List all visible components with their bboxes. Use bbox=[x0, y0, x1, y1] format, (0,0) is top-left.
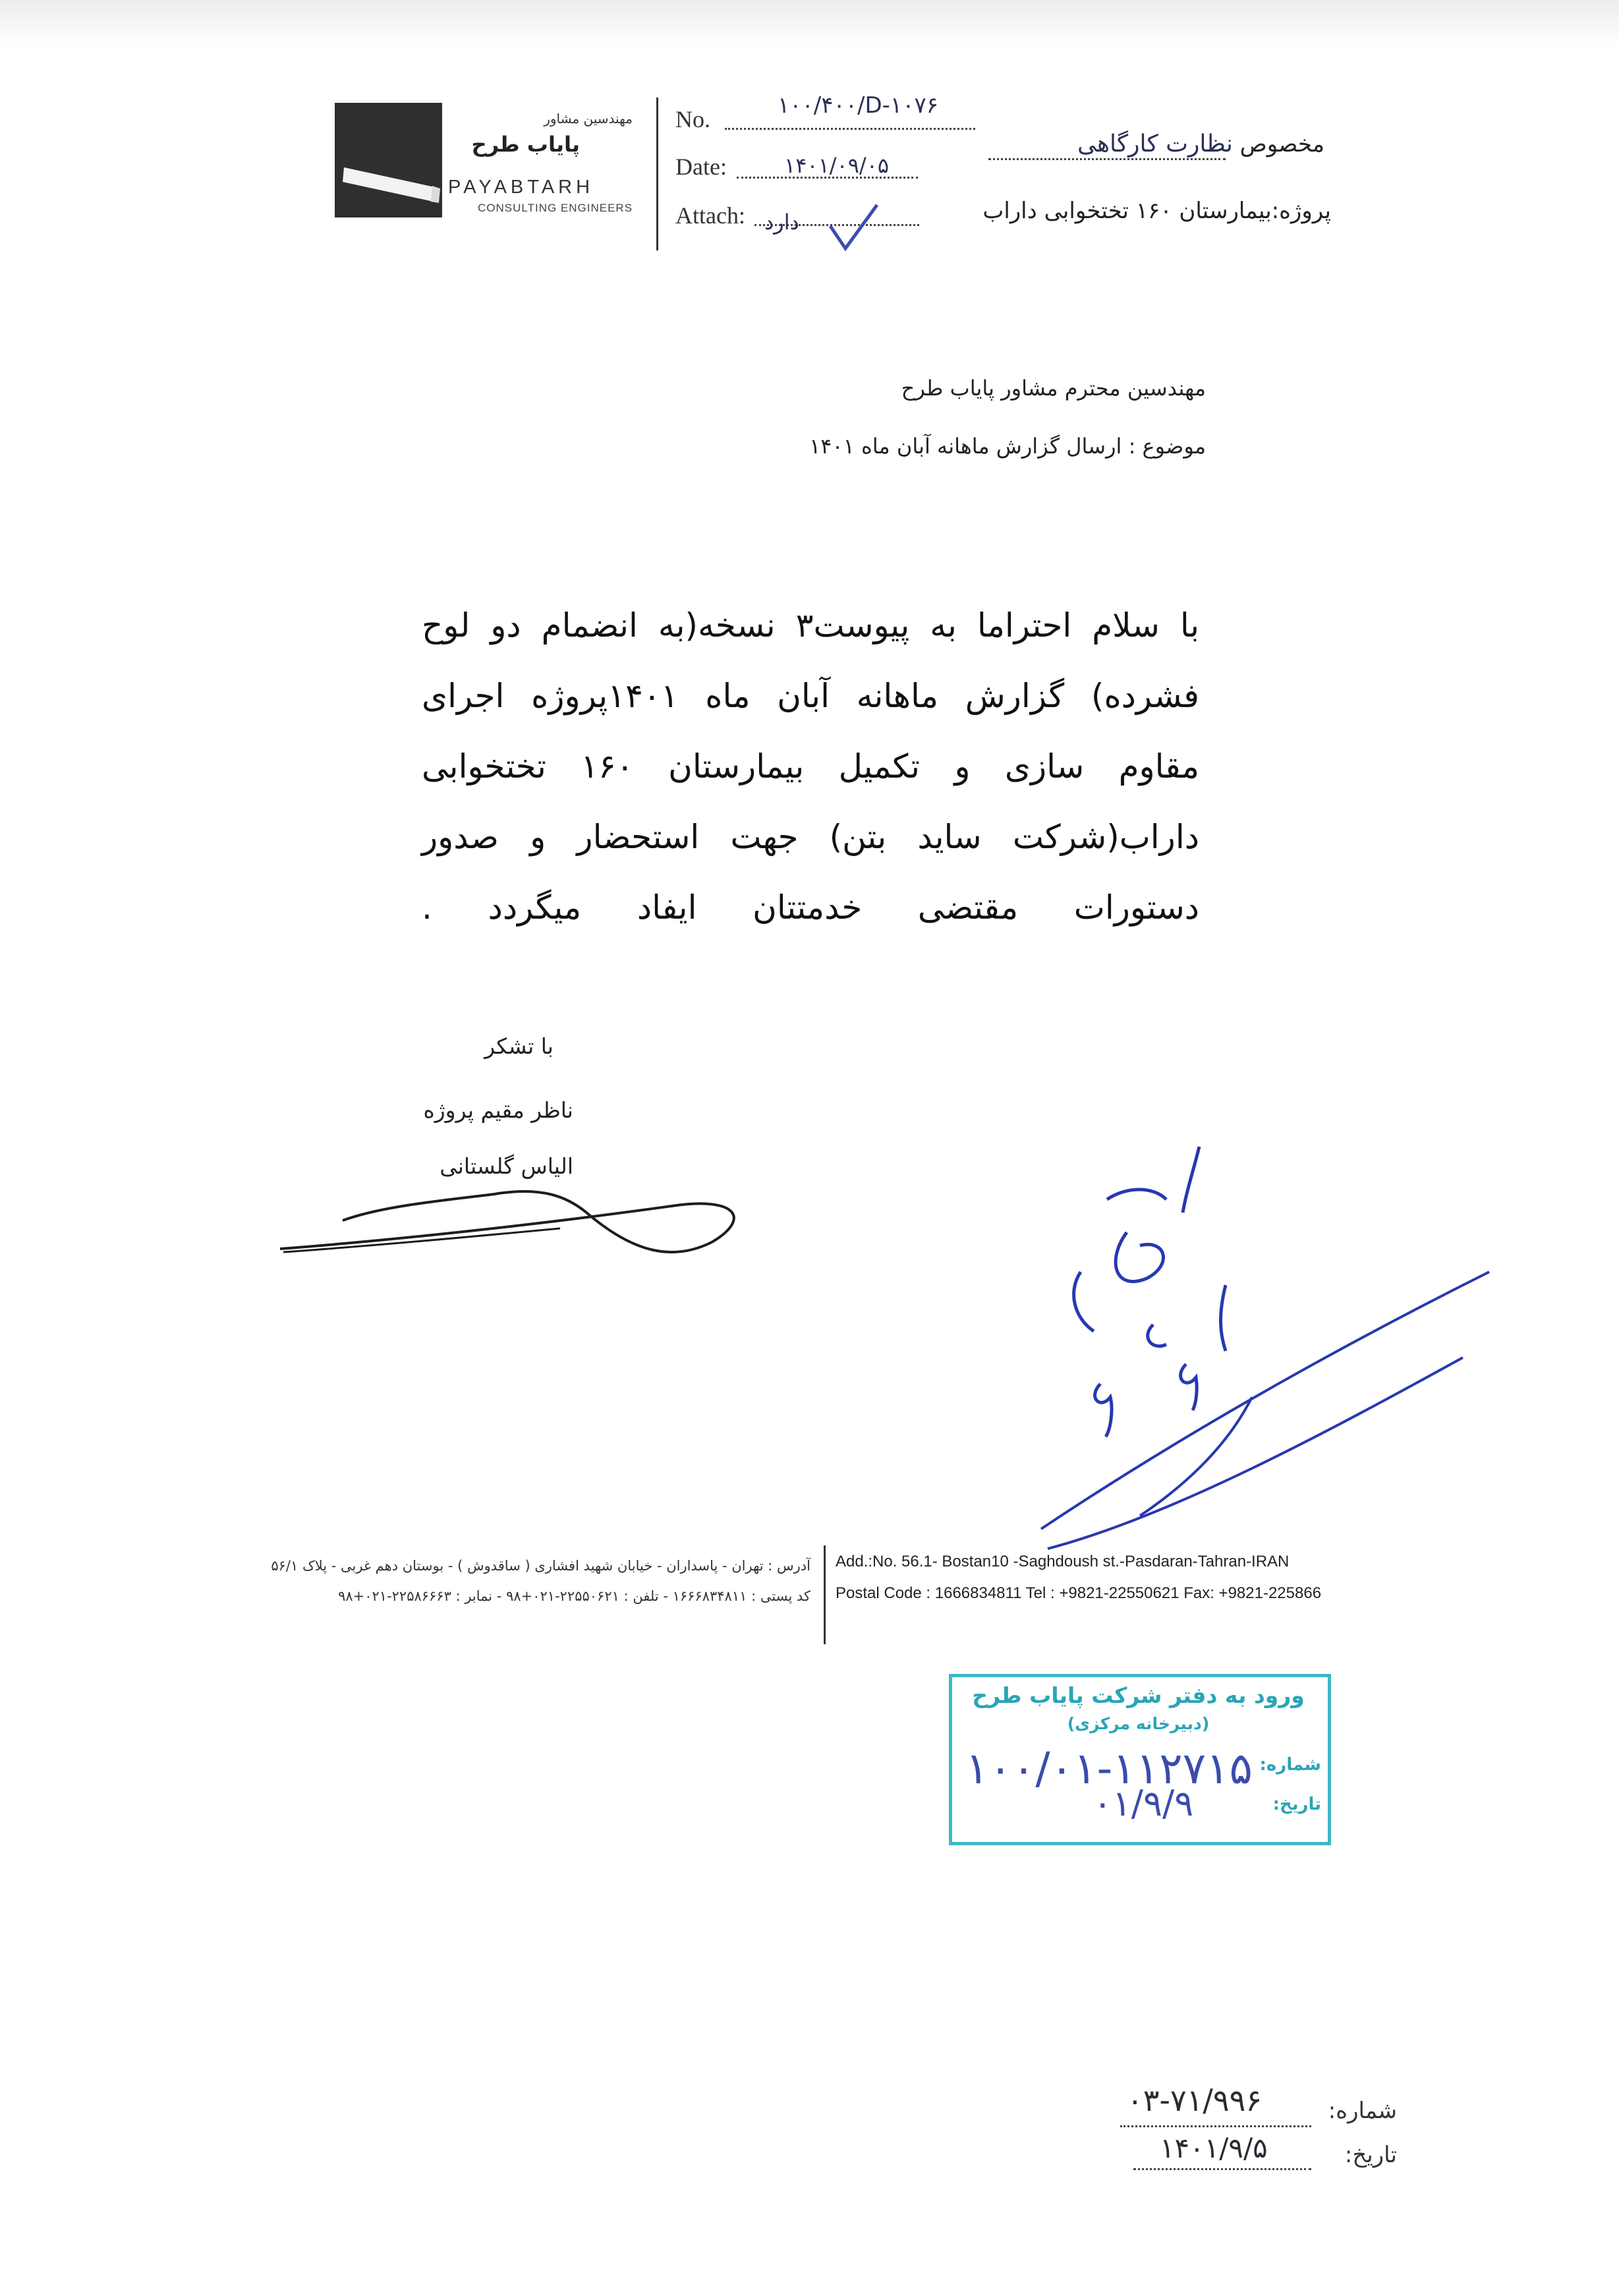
body-line-5: دستورات مقتضی خدمتتان ایفاد میگردد . bbox=[422, 888, 1199, 927]
stamp-date-label: تاریخ: bbox=[1272, 1794, 1321, 1814]
header-line-1 bbox=[988, 130, 1324, 158]
date-label: Date: bbox=[675, 154, 727, 180]
footer-phone-en: Postal Code : 1666834811 Tel : +9821-22550621 Fax: +9821-225866 bbox=[836, 1584, 1322, 1602]
closing: با تشکر bbox=[484, 1033, 554, 1059]
firm-name-small: مهندسین مشاور bbox=[544, 111, 633, 127]
number-dots bbox=[725, 128, 975, 130]
registration-date-label: تاریخ: bbox=[1344, 2142, 1397, 2168]
company-logo bbox=[335, 103, 442, 217]
attach-value: دارد bbox=[764, 210, 799, 235]
project-title: پروژه:بیمارستان ۱۶۰ تختخوابی داراب bbox=[982, 198, 1331, 224]
footer-divider bbox=[824, 1545, 826, 1644]
salutation: مهندسین محترم مشاور پایاب طرح bbox=[901, 376, 1206, 401]
registration-date-dots bbox=[1133, 2168, 1311, 2170]
header-dots bbox=[988, 158, 1226, 160]
stamp-number-value: ۱۰۰/۰۱-۱۱۲۷۱۵ bbox=[965, 1743, 1253, 1794]
number-label: No. bbox=[675, 106, 710, 132]
body-line-1: با سلام احتراما به پیوست۳ نسخه(به انضمام دو لوح bbox=[422, 606, 1199, 645]
date-value: ۱۴۰۱/۰۹/۰۵ bbox=[784, 153, 890, 178]
registration-number-value: ۰۳-۷۱/۹۹۶ bbox=[1127, 2082, 1263, 2118]
footer-phone-fa: کد پستی : ۱۶۶۶۸۳۴۸۱۱ - تلفن : ۲۲۵۵۰۶۲۱-۰۲۱+۹۸ - نمابر : ۲۲۵۸۶۶۶۳-۰۲۱+۹۸ bbox=[338, 1588, 810, 1604]
registration-number-label: شماره: bbox=[1328, 2098, 1397, 2124]
firm-subtitle-en: CONSULTING ENGINEERS bbox=[478, 202, 633, 214]
handwritten-margin-note bbox=[1028, 1120, 1502, 1582]
signature-scribble bbox=[277, 1160, 751, 1265]
logo-mark-icon bbox=[335, 103, 442, 217]
subject-line: موضوع : ارسال گزارش ماهانه آبان ماه ۱۴۰۱ bbox=[809, 434, 1206, 459]
entry-stamp bbox=[949, 1674, 1331, 1845]
body-line-3: مقاوم سازی و تکمیل بیمارستان ۱۶۰ تختخوابی bbox=[422, 747, 1199, 786]
stamp-number-label: شماره: bbox=[1259, 1755, 1321, 1775]
header-divider bbox=[656, 98, 658, 250]
header-prefix: مخصوص bbox=[1239, 131, 1324, 158]
footer-address-fa: آدرس : تهران - پاسداران - خیابان شهید افشاری ( ساقدوش ) - بوستان دهم غربی - پلاک ۵۶/۱ bbox=[271, 1558, 810, 1574]
signer-title: ناظر مقیم پروژه bbox=[423, 1097, 573, 1123]
body-line-2: فشرده) گزارش ماهانه آبان ماه ۱۴۰۱پروژه اجرای bbox=[422, 677, 1199, 715]
stamp-date-value: ۰۱/۹/۹ bbox=[1093, 1783, 1194, 1824]
scan-shadow bbox=[0, 0, 1619, 46]
attach-label: Attach: bbox=[675, 202, 745, 229]
signer-name: الیاس گلستانی bbox=[440, 1153, 573, 1179]
header-handwritten: نظارت کارگاهی bbox=[1077, 130, 1233, 158]
stamp-subtitle: (دبیرخانه مرکزی) bbox=[1067, 1714, 1210, 1733]
checkmark-icon bbox=[827, 201, 880, 254]
firm-name-en: PAYABTARH bbox=[448, 177, 594, 198]
firm-name-fa: پایاب طرح bbox=[471, 132, 580, 157]
registration-date-value: ۱۴۰۱/۹/۵ bbox=[1160, 2132, 1268, 2164]
registration-number-dots bbox=[1120, 2125, 1311, 2127]
stamp-title: ورود به دفتر شرکت پایاب طرح bbox=[972, 1682, 1305, 1708]
footer-address-en: Add.:No. 56.1- Bostan10 -Saghdoush st.-Pasdaran-Tahran-IRAN bbox=[836, 1553, 1290, 1570]
number-value: ۱۰۰/۴۰۰/D-۱۰۷۶ bbox=[778, 92, 938, 119]
body-line-4: داراب(شرکت ساید بتن) جهت استحضار و صدور bbox=[422, 818, 1199, 856]
